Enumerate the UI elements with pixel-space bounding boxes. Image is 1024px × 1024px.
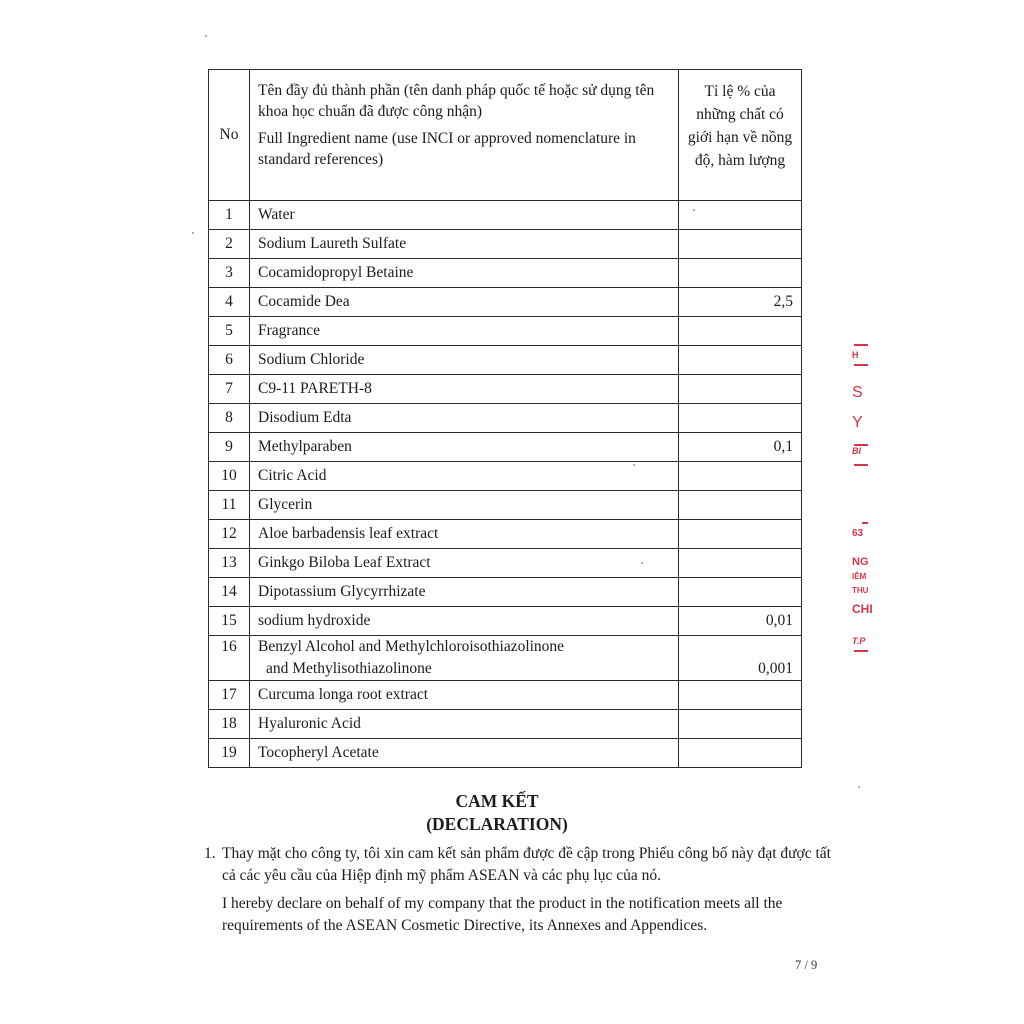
ingredient-name xyxy=(250,491,679,520)
ingredient-percentage xyxy=(679,201,802,230)
ingredient-name-line: Water xyxy=(258,206,295,223)
ingredient-percentage: 2,5 xyxy=(679,288,802,317)
declaration-text-en: I hereby declare on behalf of my company that the product in the notification meets all the requirements of the ASEAN Cosmetic Directive, its Annexes and Appendices. xyxy=(222,895,783,934)
header-name-vi: Tên đầy đủ thành phần (tên danh pháp quốc tế hoặc sử dụng tên khoa học chuẩn đã được công nhận) xyxy=(258,82,655,120)
ingredient-name xyxy=(250,433,679,462)
ingredient-name-line: Glycerin xyxy=(258,496,313,513)
scan-speck xyxy=(858,786,860,788)
declaration-title xyxy=(0,790,1024,836)
stamp-text: 63 xyxy=(852,528,864,539)
table-row xyxy=(209,578,802,607)
table-row xyxy=(209,520,802,549)
row-number: 5 xyxy=(209,317,250,346)
ingredient-name xyxy=(250,201,679,230)
ingredient-name-line: Citric Acid xyxy=(258,467,327,484)
ingredient-percentage xyxy=(679,549,802,578)
stamp-text: S xyxy=(852,384,863,401)
table-row xyxy=(209,739,802,768)
ingredient-percentage xyxy=(679,230,802,259)
header-ingredient-name xyxy=(250,70,679,201)
ingredient-percentage xyxy=(679,259,802,288)
stamp-text: Y xyxy=(852,414,863,431)
row-number: 7 xyxy=(209,375,250,404)
ingredient-percentage xyxy=(679,578,802,607)
stamp-text: BI xyxy=(852,446,861,456)
ingredient-name xyxy=(250,549,679,578)
ingredient-name-line: Benzyl Alcohol and Methylchloroisothiazolinone xyxy=(258,638,565,655)
ingredient-name xyxy=(250,375,679,404)
ingredient-name xyxy=(250,288,679,317)
row-number: 16 xyxy=(209,636,250,681)
scan-speck xyxy=(205,35,207,37)
table-row xyxy=(209,375,802,404)
ingredient-name-line: Sodium Chloride xyxy=(258,351,365,368)
ingredient-name-line: Fragrance xyxy=(258,322,320,339)
ingredient-percentage xyxy=(679,681,802,710)
ingredient-percentage: 0,1 xyxy=(679,433,802,462)
table-row xyxy=(209,346,802,375)
scan-speck xyxy=(693,209,695,211)
table-row xyxy=(209,317,802,346)
ingredient-name-line: Disodium Edta xyxy=(258,409,352,426)
table-row xyxy=(209,549,802,578)
ingredient-name-line: C9-11 PARETH-8 xyxy=(258,380,372,397)
ingredient-name-line: Cocamidopropyl Betaine xyxy=(258,264,414,281)
ingredient-name xyxy=(250,259,679,288)
ingredient-name xyxy=(250,520,679,549)
ingredient-name xyxy=(250,462,679,491)
scan-speck xyxy=(192,232,194,234)
row-number: 3 xyxy=(209,259,250,288)
ingredient-name-line: Tocopheryl Acetate xyxy=(258,744,379,761)
ingredient-name xyxy=(250,739,679,768)
ingredient-percentage xyxy=(679,520,802,549)
stamp-text: H xyxy=(852,350,859,360)
table-row xyxy=(209,607,802,636)
ingredient-name-line: Methylparaben xyxy=(258,438,352,455)
declaration-body xyxy=(204,843,844,937)
ingredient-name xyxy=(250,578,679,607)
ingredient-name-line: sodium hydroxide xyxy=(258,612,371,629)
row-number: 9 xyxy=(209,433,250,462)
ingredient-name xyxy=(250,346,679,375)
ingredient-name xyxy=(250,710,679,739)
table-header-row xyxy=(209,70,802,201)
ingredient-percentage xyxy=(679,739,802,768)
stamp-text: NG xyxy=(852,556,869,568)
table-row xyxy=(209,404,802,433)
red-stamp-fragment xyxy=(846,340,880,660)
row-number: 19 xyxy=(209,739,250,768)
row-number: 6 xyxy=(209,346,250,375)
table-row xyxy=(209,288,802,317)
ingredient-name-line: Sodium Laureth Sulfate xyxy=(258,235,407,252)
ingredient-percentage xyxy=(679,404,802,433)
ingredient-name xyxy=(250,230,679,259)
row-number: 10 xyxy=(209,462,250,491)
ingredient-name-line: Dipotassium Glycyrrhizate xyxy=(258,583,426,600)
row-number: 13 xyxy=(209,549,250,578)
stamp-text: CHI xyxy=(852,602,873,616)
ingredient-percentage: 0,01 xyxy=(679,607,802,636)
table-body xyxy=(209,201,802,768)
declaration-text-vi: Thay mặt cho công ty, tôi xin cam kết sản phẩm được đề cập trong Phiếu công bố này đạt được tất cả các yêu cầu của Hiệp định mỹ phẩm ASEAN và các phụ lục của nó. xyxy=(222,845,831,884)
declaration-item-number: 1. xyxy=(204,845,216,862)
ingredient-name xyxy=(250,607,679,636)
ingredient-name-line: Aloe barbadensis leaf extract xyxy=(258,525,439,542)
ingredient-name xyxy=(250,636,679,681)
scan-speck xyxy=(641,562,643,564)
ingredient-name xyxy=(250,317,679,346)
header-no: No xyxy=(209,70,250,201)
ingredient-name-line: Ginkgo Biloba Leaf Extract xyxy=(258,554,431,571)
row-number: 12 xyxy=(209,520,250,549)
ingredient-name-line: Hyaluronic Acid xyxy=(258,715,361,732)
header-name-en: Full Ingredient name (use INCI or approved nomenclature in standard references) xyxy=(258,130,636,168)
ingredient-percentage: 0,001 xyxy=(679,636,802,681)
ingredient-name-line: Cocamide Dea xyxy=(258,293,350,310)
ingredient-name-line: Curcuma longa root extract xyxy=(258,686,429,703)
row-number: 11 xyxy=(209,491,250,520)
row-number: 15 xyxy=(209,607,250,636)
row-number: 1 xyxy=(209,201,250,230)
declaration-title-en: (DECLARATION) xyxy=(426,814,568,834)
header-percentage: Tỉ lệ % của những chất có giới hạn về nồng độ, hàm lượng xyxy=(679,70,802,201)
ingredient-name xyxy=(250,404,679,433)
table-row xyxy=(209,491,802,520)
row-number: 17 xyxy=(209,681,250,710)
row-number: 14 xyxy=(209,578,250,607)
table-row xyxy=(209,433,802,462)
table-row xyxy=(209,636,802,681)
table-row xyxy=(209,201,802,230)
ingredient-table xyxy=(208,69,802,768)
ingredient-percentage xyxy=(679,317,802,346)
ingredient-percentage xyxy=(679,710,802,739)
row-number: 2 xyxy=(209,230,250,259)
table-row xyxy=(209,230,802,259)
row-number: 8 xyxy=(209,404,250,433)
stamp-text: THU xyxy=(852,586,869,595)
ingredient-percentage xyxy=(679,375,802,404)
table-row xyxy=(209,681,802,710)
ingredient-percentage xyxy=(679,462,802,491)
row-number: 4 xyxy=(209,288,250,317)
ingredient-name-line: and Methylisothiazolinone xyxy=(266,660,432,677)
table-row xyxy=(209,710,802,739)
stamp-text: IÊM xyxy=(852,572,867,581)
table-row xyxy=(209,462,802,491)
table-row xyxy=(209,259,802,288)
stamp-text: T.P xyxy=(852,636,866,646)
ingredient-percentage xyxy=(679,346,802,375)
page-number: 7 / 9 xyxy=(795,958,818,972)
ingredient-name xyxy=(250,681,679,710)
scan-speck xyxy=(633,464,635,466)
declaration-title-vi: CAM KẾT xyxy=(455,791,539,811)
ingredient-percentage xyxy=(679,491,802,520)
row-number: 18 xyxy=(209,710,250,739)
